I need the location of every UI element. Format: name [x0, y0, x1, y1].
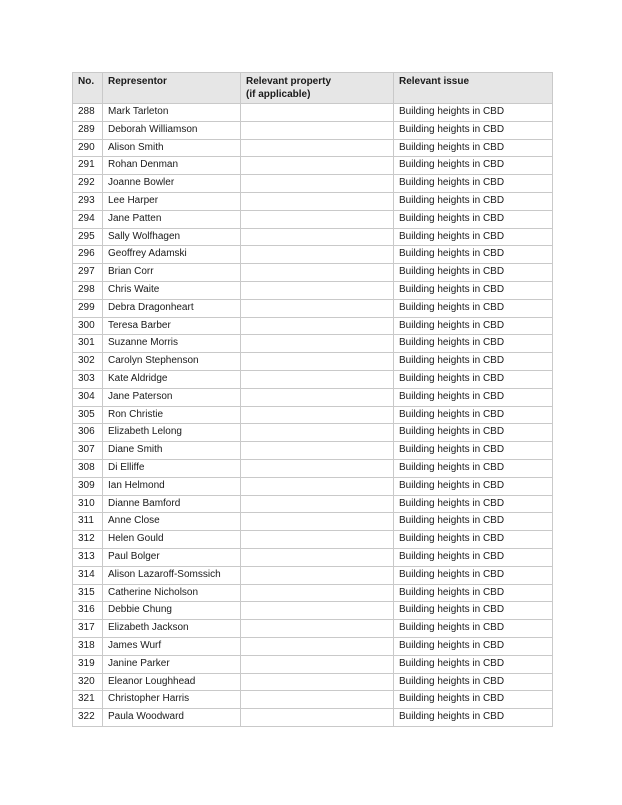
cell-no: 313 — [73, 548, 103, 566]
cell-no: 299 — [73, 299, 103, 317]
cell-no: 290 — [73, 139, 103, 157]
cell-representor: Catherine Nicholson — [103, 584, 241, 602]
cell-no: 288 — [73, 104, 103, 122]
cell-representor: James Wurf — [103, 637, 241, 655]
cell-property — [241, 620, 394, 638]
header-row — [73, 73, 553, 104]
cell-property — [241, 228, 394, 246]
table-row — [73, 548, 553, 566]
cell-no: 306 — [73, 424, 103, 442]
cell-no: 318 — [73, 637, 103, 655]
cell-representor: Christopher Harris — [103, 691, 241, 709]
table-row — [73, 299, 553, 317]
cell-no: 296 — [73, 246, 103, 264]
cell-issue: Building heights in CBD — [394, 104, 553, 122]
cell-no: 316 — [73, 602, 103, 620]
cell-issue: Building heights in CBD — [394, 637, 553, 655]
cell-representor: Dianne Bamford — [103, 495, 241, 513]
table-row — [73, 210, 553, 228]
header-relevant-property — [241, 73, 394, 104]
cell-property — [241, 104, 394, 122]
cell-issue: Building heights in CBD — [394, 442, 553, 460]
cell-representor: Chris Waite — [103, 281, 241, 299]
table-row — [73, 531, 553, 549]
cell-no: 311 — [73, 513, 103, 531]
table-row — [73, 602, 553, 620]
cell-property — [241, 424, 394, 442]
header-representor: Representor — [103, 73, 241, 104]
table-row — [73, 477, 553, 495]
table-row — [73, 424, 553, 442]
cell-property — [241, 353, 394, 371]
cell-property — [241, 210, 394, 228]
cell-representor: Mark Tarleton — [103, 104, 241, 122]
cell-no: 305 — [73, 406, 103, 424]
cell-representor: Rohan Denman — [103, 157, 241, 175]
cell-representor: Elizabeth Lelong — [103, 424, 241, 442]
table-row — [73, 353, 553, 371]
cell-no: 308 — [73, 459, 103, 477]
cell-representor: Alison Lazaroff-Somssich — [103, 566, 241, 584]
header-no: No. — [73, 73, 103, 104]
table-row — [73, 370, 553, 388]
table-row — [73, 584, 553, 602]
cell-property — [241, 442, 394, 460]
cell-issue: Building heights in CBD — [394, 406, 553, 424]
table-row — [73, 709, 553, 727]
cell-property — [241, 655, 394, 673]
cell-no: 319 — [73, 655, 103, 673]
cell-property — [241, 335, 394, 353]
cell-no: 295 — [73, 228, 103, 246]
table-row — [73, 121, 553, 139]
table-row — [73, 317, 553, 335]
table-row — [73, 246, 553, 264]
cell-issue: Building heights in CBD — [394, 655, 553, 673]
cell-issue: Building heights in CBD — [394, 566, 553, 584]
cell-issue: Building heights in CBD — [394, 459, 553, 477]
table-row — [73, 281, 553, 299]
table-row — [73, 192, 553, 210]
cell-issue: Building heights in CBD — [394, 531, 553, 549]
cell-representor: Carolyn Stephenson — [103, 353, 241, 371]
table-row — [73, 566, 553, 584]
cell-no: 301 — [73, 335, 103, 353]
cell-no: 315 — [73, 584, 103, 602]
cell-representor: Lee Harper — [103, 192, 241, 210]
cell-issue: Building heights in CBD — [394, 157, 553, 175]
cell-issue: Building heights in CBD — [394, 673, 553, 691]
cell-issue: Building heights in CBD — [394, 192, 553, 210]
cell-no: 289 — [73, 121, 103, 139]
cell-issue: Building heights in CBD — [394, 424, 553, 442]
table-row — [73, 673, 553, 691]
cell-issue: Building heights in CBD — [394, 228, 553, 246]
cell-no: 320 — [73, 673, 103, 691]
cell-representor: Helen Gould — [103, 531, 241, 549]
cell-property — [241, 637, 394, 655]
cell-representor: Geoffrey Adamski — [103, 246, 241, 264]
cell-issue: Building heights in CBD — [394, 548, 553, 566]
cell-no: 307 — [73, 442, 103, 460]
cell-property — [241, 566, 394, 584]
cell-representor: Paula Woodward — [103, 709, 241, 727]
cell-issue: Building heights in CBD — [394, 317, 553, 335]
cell-property — [241, 175, 394, 193]
cell-no: 294 — [73, 210, 103, 228]
cell-property — [241, 602, 394, 620]
cell-no: 303 — [73, 370, 103, 388]
cell-representor: Debra Dragonheart — [103, 299, 241, 317]
table-row — [73, 495, 553, 513]
table-row — [73, 139, 553, 157]
table-row — [73, 513, 553, 531]
cell-property — [241, 548, 394, 566]
table-row — [73, 406, 553, 424]
cell-issue: Building heights in CBD — [394, 477, 553, 495]
cell-issue: Building heights in CBD — [394, 139, 553, 157]
table-row — [73, 442, 553, 460]
cell-no: 304 — [73, 388, 103, 406]
cell-issue: Building heights in CBD — [394, 264, 553, 282]
cell-property — [241, 299, 394, 317]
table-row — [73, 157, 553, 175]
cell-issue: Building heights in CBD — [394, 691, 553, 709]
cell-issue: Building heights in CBD — [394, 370, 553, 388]
cell-property — [241, 264, 394, 282]
cell-representor: Jane Paterson — [103, 388, 241, 406]
cell-issue: Building heights in CBD — [394, 388, 553, 406]
cell-representor: Anne Close — [103, 513, 241, 531]
cell-representor: Joanne Bowler — [103, 175, 241, 193]
cell-property — [241, 406, 394, 424]
cell-property — [241, 192, 394, 210]
cell-property — [241, 139, 394, 157]
cell-issue: Building heights in CBD — [394, 584, 553, 602]
representors-table — [72, 72, 553, 727]
cell-no: 309 — [73, 477, 103, 495]
cell-representor: Brian Corr — [103, 264, 241, 282]
cell-representor: Alison Smith — [103, 139, 241, 157]
cell-property — [241, 513, 394, 531]
table-row — [73, 335, 553, 353]
cell-property — [241, 157, 394, 175]
cell-issue: Building heights in CBD — [394, 495, 553, 513]
table-row — [73, 691, 553, 709]
cell-issue: Building heights in CBD — [394, 299, 553, 317]
cell-no: 321 — [73, 691, 103, 709]
cell-property — [241, 477, 394, 495]
cell-property — [241, 370, 394, 388]
table-row — [73, 264, 553, 282]
table-row — [73, 175, 553, 193]
cell-property — [241, 388, 394, 406]
cell-property — [241, 584, 394, 602]
cell-issue: Building heights in CBD — [394, 121, 553, 139]
cell-representor: Debbie Chung — [103, 602, 241, 620]
cell-no: 298 — [73, 281, 103, 299]
cell-issue: Building heights in CBD — [394, 210, 553, 228]
table-body — [73, 104, 553, 727]
table-row — [73, 637, 553, 655]
cell-representor: Janine Parker — [103, 655, 241, 673]
cell-representor: Jane Patten — [103, 210, 241, 228]
cell-no: 297 — [73, 264, 103, 282]
cell-representor: Deborah Williamson — [103, 121, 241, 139]
cell-property — [241, 121, 394, 139]
header-property-line1: Relevant property — [246, 76, 332, 87]
cell-representor: Ron Christie — [103, 406, 241, 424]
cell-issue: Building heights in CBD — [394, 602, 553, 620]
cell-no: 291 — [73, 157, 103, 175]
cell-property — [241, 317, 394, 335]
cell-issue: Building heights in CBD — [394, 335, 553, 353]
cell-property — [241, 495, 394, 513]
table-row — [73, 228, 553, 246]
table-row — [73, 104, 553, 122]
cell-issue: Building heights in CBD — [394, 353, 553, 371]
cell-no: 300 — [73, 317, 103, 335]
cell-representor: Suzanne Morris — [103, 335, 241, 353]
cell-property — [241, 673, 394, 691]
cell-property — [241, 691, 394, 709]
cell-representor: Eleanor Loughhead — [103, 673, 241, 691]
cell-issue: Building heights in CBD — [394, 709, 553, 727]
cell-representor: Elizabeth Jackson — [103, 620, 241, 638]
cell-issue: Building heights in CBD — [394, 246, 553, 264]
cell-representor: Sally Wolfhagen — [103, 228, 241, 246]
cell-property — [241, 281, 394, 299]
cell-no: 314 — [73, 566, 103, 584]
cell-no: 293 — [73, 192, 103, 210]
cell-issue: Building heights in CBD — [394, 620, 553, 638]
cell-representor: Diane Smith — [103, 442, 241, 460]
cell-issue: Building heights in CBD — [394, 513, 553, 531]
cell-representor: Ian Helmond — [103, 477, 241, 495]
cell-no: 317 — [73, 620, 103, 638]
cell-no: 302 — [73, 353, 103, 371]
cell-issue: Building heights in CBD — [394, 281, 553, 299]
header-property-line2: (if applicable) — [246, 89, 311, 100]
cell-property — [241, 709, 394, 727]
cell-property — [241, 246, 394, 264]
cell-representor: Paul Bolger — [103, 548, 241, 566]
table-row — [73, 388, 553, 406]
cell-no: 292 — [73, 175, 103, 193]
cell-property — [241, 459, 394, 477]
header-relevant-issue: Relevant issue — [394, 73, 553, 104]
table-row — [73, 620, 553, 638]
cell-representor: Kate Aldridge — [103, 370, 241, 388]
cell-no: 322 — [73, 709, 103, 727]
table-header — [73, 73, 553, 104]
table-row — [73, 655, 553, 673]
cell-representor: Teresa Barber — [103, 317, 241, 335]
cell-representor: Di Elliffe — [103, 459, 241, 477]
cell-no: 312 — [73, 531, 103, 549]
table-row — [73, 459, 553, 477]
cell-no: 310 — [73, 495, 103, 513]
cell-property — [241, 531, 394, 549]
cell-issue: Building heights in CBD — [394, 175, 553, 193]
